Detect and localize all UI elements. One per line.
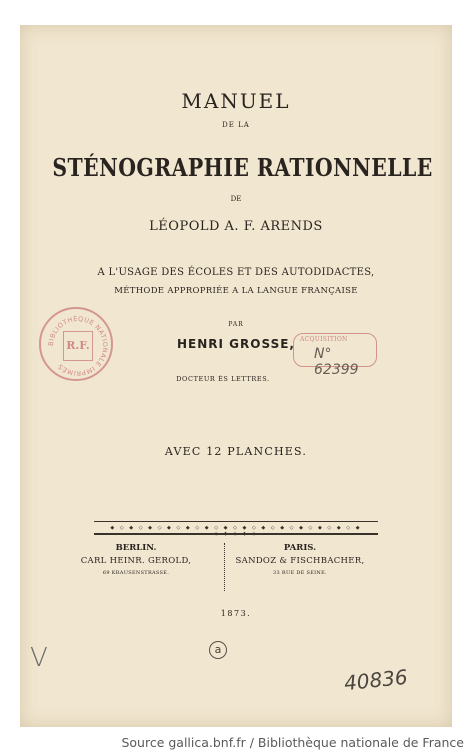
title-de-la: DE LA bbox=[222, 121, 250, 129]
title-manuel: MANUEL bbox=[181, 89, 291, 113]
publication-year: 1873. bbox=[220, 609, 252, 618]
handwritten-call-number: 40836 bbox=[342, 664, 409, 696]
svg-text:BIBLIOTHÈQUE NATIONALE IMPRIMÉ: BIBLIOTHÈQUE NATIONALE IMPRIMÉS bbox=[46, 314, 110, 378]
imprint-ornament: ◆ ◇ ◆ ◇ ◆ ◇ ◆ ◇ ◆ ◇ ◆ ◇ ◆ ◇ ◆ ◇ ◆ ◇ ◆ ◇ ◆ ◇ ◆ ◇ ◆ ◇ ◆ ◇ ◆ ◇ ◆ ◇ bbox=[110, 525, 362, 537]
circled-a-mark-icon: a bbox=[209, 641, 227, 659]
subtitle-usage: A L'USAGE DES ÉCOLES ET DES AUTODIDACTES, bbox=[97, 267, 375, 278]
acquisition-stamp-number: N° 62399 bbox=[314, 346, 359, 378]
imprint-paris-address: 33 RUE DE SEINE. bbox=[273, 570, 327, 576]
source-credit: Source gallica.bnf.fr / Bibliothèque nationale de France bbox=[121, 735, 464, 750]
imprint-paris-city: PARIS. bbox=[283, 543, 317, 553]
plates-note: AVEC 12 PLANCHES. bbox=[164, 445, 308, 458]
title-de: DE bbox=[230, 195, 242, 203]
by-label: PAR bbox=[228, 321, 244, 328]
translator-name: HENRI GROSSE, bbox=[177, 337, 295, 351]
scanned-title-page bbox=[20, 25, 452, 727]
imprint-berlin-address: 69 KRAUSENSTRASSE. bbox=[102, 570, 170, 576]
library-stamp-round bbox=[39, 307, 113, 381]
library-stamp-rf: R.F. bbox=[63, 331, 93, 361]
translator-title: DOCTEUR ÈS LETTRES. bbox=[176, 375, 270, 383]
imprint-divider bbox=[224, 543, 225, 591]
subtitle-methode: MÉTHODE APPROPRIÉE A LA LANGUE FRANÇAISE bbox=[114, 286, 358, 296]
acquisition-stamp-label: ACQUISITION bbox=[300, 336, 348, 343]
imprint-berlin bbox=[66, 543, 206, 576]
acquisition-stamp bbox=[293, 333, 377, 378]
imprint-paris bbox=[230, 543, 370, 576]
author-name: LÉOPOLD A. F. ARENDS bbox=[149, 219, 323, 234]
imprint-rule-top bbox=[94, 521, 378, 522]
imprint-rule-bottom bbox=[94, 533, 378, 535]
handwritten-mark-v: V bbox=[30, 643, 48, 673]
imprint-paris-publisher: SANDOZ & FISCHBACHER, bbox=[235, 556, 365, 566]
imprint-berlin-city: BERLIN. bbox=[115, 543, 157, 553]
imprint-berlin-publisher: CARL HEINR. GEROLD, bbox=[80, 556, 192, 566]
book-title: STÉNOGRAPHIE RATIONNELLE bbox=[52, 153, 433, 182]
